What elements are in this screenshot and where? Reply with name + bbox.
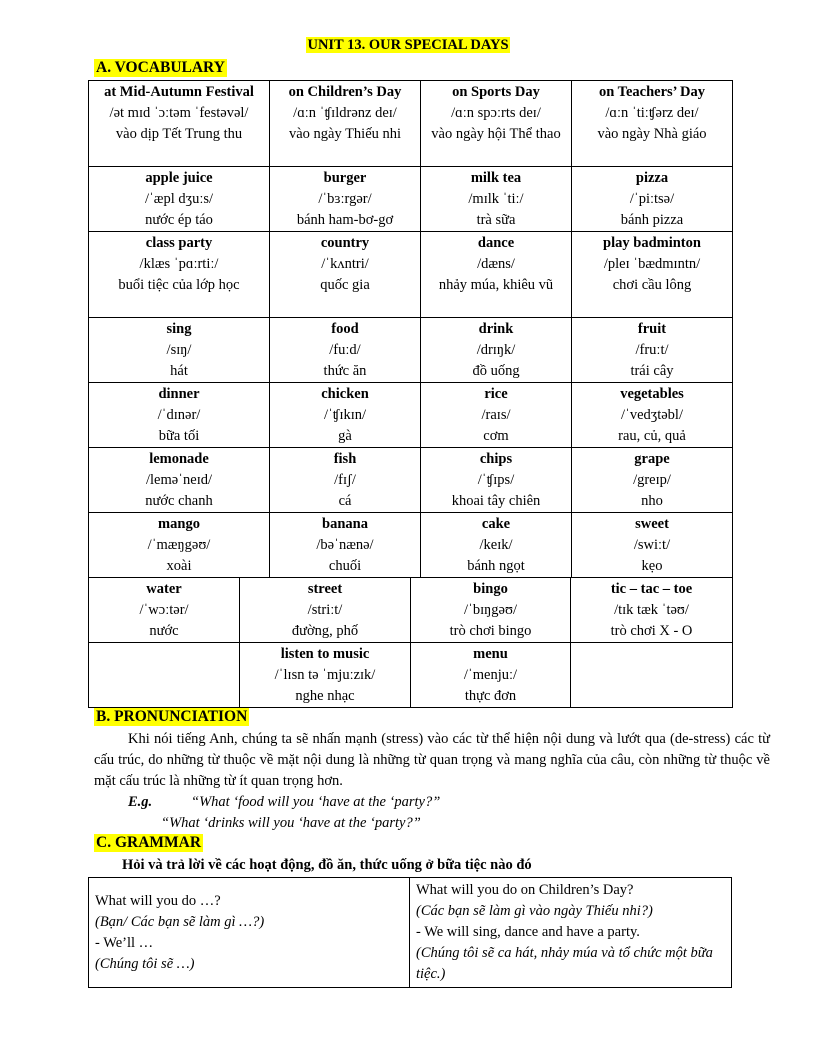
vocab-cell — [89, 318, 270, 383]
vocab-word: play badminton — [603, 235, 701, 251]
vocab-cell — [270, 232, 421, 318]
vocab-row — [89, 318, 733, 383]
vocab-meaning: cá — [338, 493, 352, 509]
vocab-meaning: nước — [149, 623, 179, 639]
vocab-meaning: xoài — [166, 558, 192, 574]
vocab-cell — [421, 167, 572, 232]
vocab-word: rice — [484, 386, 508, 402]
vocab-word: cake — [481, 516, 511, 532]
vocab-meaning: rau, củ, quả — [618, 428, 686, 444]
vocab-word: milk tea — [470, 170, 522, 186]
section-a-heading: A. VOCABULARY — [96, 59, 225, 76]
vocab-cell — [270, 167, 421, 232]
vocab-ipa: /fruːt/ — [635, 342, 669, 358]
unit-title: UNIT 13. OUR SPECIAL DAYS — [307, 37, 509, 53]
vocab-cell — [411, 643, 571, 708]
vocab-meaning: nghe nhạc — [295, 688, 355, 704]
vocab-ipa: /fuːd/ — [329, 342, 361, 358]
vocab-meaning: thực đơn — [464, 688, 517, 704]
grammar-question: What will you do …? — [95, 892, 221, 909]
vocab-word: country — [320, 235, 370, 251]
vocab-ipa: /ˈvedʒtəbl/ — [620, 407, 683, 423]
vocab-ipa: /ˈbɜːrgər/ — [318, 191, 372, 207]
vocab-word: fish — [333, 451, 357, 467]
vocab-ipa: /klæs ˈpɑːrtiː/ — [139, 256, 219, 272]
vocab-row — [89, 643, 733, 708]
vocab-meaning: thức ăn — [323, 363, 367, 379]
vocab-ipa: /ˈmæŋgəʊ/ — [147, 537, 211, 553]
vocab-meaning: đồ uống — [472, 363, 520, 379]
vocab-ipa: /keɪk/ — [479, 537, 513, 553]
vocab-word: menu — [473, 646, 508, 662]
vocab-cell — [421, 513, 572, 578]
vocab-cell — [270, 81, 421, 167]
vocab-meaning: chơi cầu lông — [612, 277, 692, 293]
vocab-cell — [411, 578, 571, 643]
example-sentence-2: “What ‘drinks will you ‘have at the ‘party?” — [161, 815, 421, 831]
vocab-cell — [240, 643, 411, 708]
vocab-meaning: buổi tiệc của lớp học — [118, 277, 240, 293]
vocab-ipa: /ˈpiːtsə/ — [629, 191, 675, 207]
vocab-cell — [571, 578, 733, 643]
example-answer: - We will sing, dance and have a party. — [416, 924, 640, 940]
vocab-word: sweet — [635, 516, 669, 532]
vocab-word: pizza — [635, 170, 669, 186]
vocab-ipa: /ˈmenjuː/ — [463, 667, 518, 683]
vocab-ipa: /pleɪ ˈbædmɪntn/ — [603, 256, 701, 272]
vocab-meaning: nho — [641, 493, 663, 509]
vocab-ipa: /dæns/ — [477, 256, 515, 272]
vocab-ipa: /fɪʃ/ — [334, 472, 356, 488]
vocab-meaning: bánh pizza — [620, 212, 684, 228]
vocabulary-table — [88, 80, 733, 578]
pronunciation-paragraph: Khi nói tiếng Anh, chúng ta sẽ nhấn mạnh (stress) vào các từ thể hiện nội dung và lướt qua (de-stress) các từ cấu trúc, do những từ thuộc về mặt nội dung là những từ quan trọng và mang nghĩa của câu, còn những từ thuộc về mặt cấu trúc là những từ ít quan trọng hơn. — [94, 731, 770, 789]
vocab-cell — [572, 318, 733, 383]
vocab-word: drink — [478, 321, 514, 337]
vocab-cell — [270, 318, 421, 383]
vocab-word: street — [307, 581, 343, 597]
vocab-cell — [89, 81, 270, 167]
vocab-cell — [270, 383, 421, 448]
vocab-word: listen to music — [280, 646, 370, 662]
vocab-ipa: /raɪs/ — [481, 407, 511, 423]
vocab-ipa: /ɑːn ˈtiːʧərz deɪ/ — [605, 105, 699, 121]
section-b-heading: B. PRONUNCIATION — [96, 708, 248, 725]
vocab-cell — [572, 448, 733, 513]
vocab-ipa: /ˈbɪŋgəʊ/ — [464, 602, 517, 618]
vocab-ipa: /ˈʧɪps/ — [477, 472, 515, 488]
vocab-ipa: /swiːt/ — [633, 537, 671, 553]
vocab-cell — [572, 167, 733, 232]
vocab-cell — [572, 232, 733, 318]
vocab-cell — [270, 448, 421, 513]
vocab-ipa: /leməˈneɪd/ — [145, 472, 213, 488]
vocab-cell — [89, 643, 240, 708]
vocab-cell — [89, 448, 270, 513]
vocab-cell — [240, 578, 411, 643]
vocab-cell — [89, 578, 240, 643]
grammar-table — [88, 877, 732, 988]
vocab-cell — [89, 383, 270, 448]
vocab-word: burger — [323, 170, 367, 186]
vocab-ipa: /ˈlɪsn tə ˈmjuːzɪk/ — [274, 667, 376, 683]
vocab-meaning: gà — [338, 428, 352, 444]
vocab-meaning: kẹo — [641, 558, 663, 574]
grammar-answer: - We’ll … — [95, 934, 154, 951]
vocab-ipa: /ət mɪd ˈɔːtəm ˈfestəvəl/ — [109, 105, 249, 121]
example-sentence-1: “What ‘food will you ‘have at the ‘party?” — [191, 794, 441, 810]
vocab-meaning: nhảy múa, khiêu vũ — [438, 277, 554, 293]
vocab-meaning: quốc gia — [320, 277, 370, 293]
vocab-ipa: /ˈwɔːtər/ — [139, 602, 189, 618]
vocab-meaning: bánh ham-bơ-gơ — [296, 212, 394, 228]
vocab-meaning: cơm — [483, 428, 509, 444]
vocab-word: mango — [158, 516, 200, 532]
vocab-word: on Teachers’ Day — [598, 84, 706, 100]
vocab-ipa: /ɑːn ˈʧɪldrənz deɪ/ — [293, 105, 397, 121]
vocab-word: on Sports Day — [452, 84, 540, 100]
vocab-ipa: /mɪlk ˈtiː/ — [468, 191, 524, 207]
vocab-word: on Children’s Day — [288, 84, 402, 100]
vocab-ipa: /sɪŋ/ — [166, 342, 192, 358]
vocab-word: chicken — [321, 386, 369, 402]
vocab-word: food — [331, 321, 359, 337]
vocab-word: dance — [477, 235, 515, 251]
vocab-meaning: nước chanh — [145, 493, 213, 509]
grammar-heading: Hỏi và trả lời về các hoạt động, đồ ăn, thức uống ở bữa tiệc nào đó — [122, 857, 532, 873]
vocab-word: grape — [634, 451, 670, 467]
title-wrapper — [0, 37, 816, 54]
vocab-ipa: /ˈæpl dʒuːs/ — [144, 191, 214, 207]
example-label: E.g. — [128, 794, 153, 810]
vocab-ipa: /striːt/ — [307, 602, 343, 618]
vocab-meaning: bánh ngọt — [467, 558, 525, 574]
vocab-row — [89, 167, 733, 232]
vocab-meaning: đường, phố — [291, 623, 359, 639]
vocab-meaning: bữa tối — [158, 428, 200, 444]
vocab-cell — [572, 513, 733, 578]
vocab-cell — [421, 318, 572, 383]
vocab-row — [89, 383, 733, 448]
vocab-cell — [421, 81, 572, 167]
vocab-meaning: vào ngày hội Thể thao — [431, 126, 561, 142]
vocab-cell — [571, 643, 733, 708]
vocab-ipa: /ˈdɪnər/ — [157, 407, 201, 423]
vocab-ipa: /tɪk tæk ˈtəʊ/ — [614, 602, 689, 618]
vocab-word: dinner — [158, 386, 200, 402]
vocab-meaning: vào dịp Tết Trung thu — [115, 126, 243, 142]
vocab-meaning: khoai tây chiên — [451, 493, 541, 509]
grammar-question-translation: (Bạn/ Các bạn sẽ làm gì …?) — [95, 913, 265, 930]
vocab-row — [89, 578, 733, 643]
vocab-meaning: trà sữa — [476, 212, 516, 228]
vocab-meaning: chuối — [328, 558, 362, 574]
example-question-translation: (Các bạn sẽ làm gì vào ngày Thiếu nhi?) — [416, 903, 653, 919]
vocab-meaning: trò chơi X - O — [610, 623, 693, 639]
vocab-word: vegetables — [620, 386, 684, 402]
vocab-row — [89, 513, 733, 578]
example-answer-translation: (Chúng tôi sẽ ca hát, nhảy múa và tổ chức một bữa tiệc.) — [416, 945, 713, 982]
vocab-row — [89, 448, 733, 513]
vocab-ipa: /ˈkʌntri/ — [321, 256, 369, 272]
vocab-cell — [421, 383, 572, 448]
vocab-word: tic – tac – toe — [610, 581, 693, 597]
vocab-ipa: /bəˈnænə/ — [316, 537, 374, 553]
vocab-cell — [270, 513, 421, 578]
vocab-cell — [421, 232, 572, 318]
vocab-word: sing — [166, 321, 192, 337]
vocab-cell — [572, 81, 733, 167]
vocab-word: at Mid-Autumn Festival — [104, 84, 254, 100]
vocab-meaning: vào ngày Thiếu nhi — [288, 126, 402, 142]
vocab-ipa: /drɪŋk/ — [476, 342, 516, 358]
vocab-row — [89, 232, 733, 318]
vocab-word: apple juice — [145, 170, 213, 186]
section-c-heading: C. GRAMMAR — [96, 834, 202, 851]
vocab-row — [89, 81, 733, 167]
vocab-cell — [572, 383, 733, 448]
grammar-structure-cell — [89, 878, 410, 988]
vocab-ipa: /ɑːn spɔːrts deɪ/ — [451, 105, 541, 121]
vocab-cell — [89, 513, 270, 578]
vocab-word: class party — [145, 235, 213, 251]
grammar-example-cell — [410, 878, 732, 988]
vocabulary-table-continued — [88, 577, 733, 708]
vocab-meaning: vào ngày Nhà giáo — [597, 126, 707, 142]
example-question: What will you do on Children’s Day? — [416, 882, 634, 898]
vocab-cell — [89, 232, 270, 318]
vocab-word: water — [146, 581, 182, 597]
vocab-word: bingo — [473, 581, 508, 597]
vocab-ipa: /greɪp/ — [633, 472, 671, 488]
vocab-ipa: /ˈʧɪkɪn/ — [323, 407, 367, 423]
vocab-word: fruit — [637, 321, 667, 337]
vocab-word: banana — [322, 516, 368, 532]
vocab-cell — [89, 167, 270, 232]
vocab-meaning: trò chơi bingo — [449, 623, 532, 639]
vocab-meaning: trái cây — [630, 363, 674, 379]
grammar-answer-translation: (Chúng tôi sẽ …) — [95, 955, 195, 972]
vocab-cell — [421, 448, 572, 513]
grammar-row — [89, 878, 732, 988]
vocab-meaning: nước ép táo — [145, 212, 213, 228]
vocab-meaning: hát — [170, 363, 188, 379]
vocab-word: lemonade — [149, 451, 209, 467]
vocab-word: chips — [479, 451, 513, 467]
